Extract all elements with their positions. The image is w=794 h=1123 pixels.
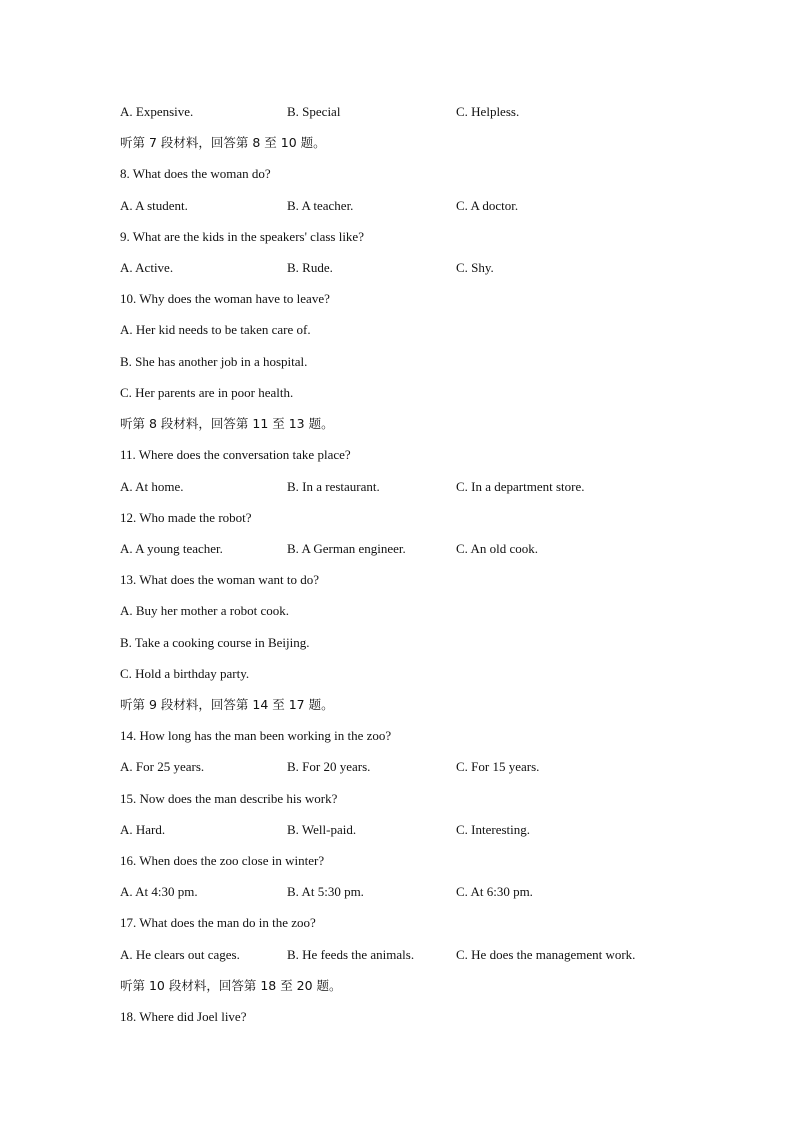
option-b: B. In a restaurant. [287,479,380,494]
option-c: C. At 6:30 pm. [456,884,533,899]
option-a: A. At home. [120,479,184,494]
option-b: B. Special [287,104,341,119]
option-c: C. Helpless. [456,104,520,119]
question: 13. What does the woman want to do? [120,572,320,587]
question: 8. What does the woman do? [120,166,271,181]
question: 17. What does the man do in the zoo? [120,915,316,930]
option-line: A. Buy her mother a robot cook. [120,603,289,618]
option-a: A. Hard. [120,822,166,837]
option-c: C. In a department store. [456,479,585,494]
section-heading: 听第 10 段材料，回答第 18 至 20 题。 [120,978,342,993]
question: 16. When does the zoo close in winter? [120,853,325,868]
option-line: B. Take a cooking course in Beijing. [120,635,310,650]
option-c: C. An old cook. [456,541,538,556]
option-c: C. For 15 years. [456,759,540,774]
option-line: C. Hold a birthday party. [120,666,250,681]
option-b: B. Rude. [287,260,333,275]
question: 12. Who made the robot? [120,510,252,525]
question: 15. Now does the man describe his work? [120,791,338,806]
question: 9. What are the kids in the speakers' class like? [120,229,364,244]
option-b: B. Well-paid. [287,822,357,837]
question: 10. Why does the woman have to leave? [120,291,330,306]
section-heading: 听第 7 段材料，回答第 8 至 10 题。 [120,135,326,150]
option-b: B. A teacher. [287,198,354,213]
question: 14. How long has the man been working in the zoo? [120,728,392,743]
option-a: A. At 4:30 pm. [120,884,198,899]
question: 18. Where did Joel live? [120,1009,247,1024]
option-line: C. Her parents are in poor health. [120,385,294,400]
option-line: A. Her kid needs to be taken care of. [120,322,311,337]
option-a: A. A student. [120,198,188,213]
option-a: A. Expensive. [120,104,194,119]
option-b: B. A German engineer. [287,541,406,556]
option-c: C. Shy. [456,260,494,275]
option-a: A. He clears out cages. [120,947,240,962]
option-c: C. He does the management work. [456,947,636,962]
option-line: B. She has another job in a hospital. [120,354,308,369]
option-b: B. He feeds the animals. [287,947,415,962]
section-heading: 听第 9 段材料，回答第 14 至 17 题。 [120,697,334,712]
option-c: C. A doctor. [456,198,519,213]
section-heading: 听第 8 段材料，回答第 11 至 13 题。 [120,416,334,431]
question: 11. Where does the conversation take place? [120,447,351,462]
option-c: C. Interesting. [456,822,531,837]
option-a: A. Active. [120,260,174,275]
option-b: B. For 20 years. [287,759,371,774]
option-a: A. A young teacher. [120,541,223,556]
option-b: B. At 5:30 pm. [287,884,364,899]
option-a: A. For 25 years. [120,759,205,774]
